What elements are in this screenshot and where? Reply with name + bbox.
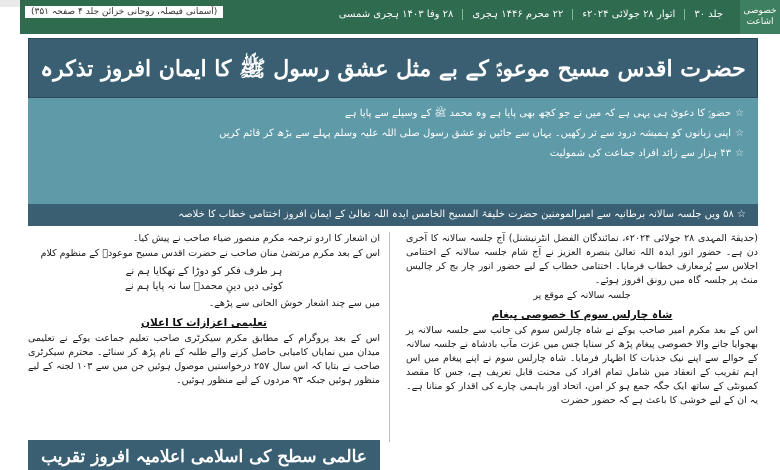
article-paragraph: (حدیقۃ المہدی ۲۸ جولائی ۲۰۲۴ء، نمائندگان الفضل انٹرنیشنل) آج جلسہ سالانہ کا آخری دن ہے۔ حضور انور ایدہ اللہ تعالیٰ بنصرہ العزیز نے آج شام جلسہ سالانہ کے اختتامی اجلاس سے پُرمعارف خطاب فرمایا۔ اختتامی خطاب کے لیے حضور انور چار بج کر چالیس منٹ پر جلسہ گاہ میں رونق افروز ہوئے۔ xyxy=(406,233,759,286)
poem-line: کوئی دیں دینِ محمدؐ سا نہ پایا ہم نے xyxy=(125,281,283,292)
summary-text: ۵۸ ویں جلسہ سالانہ برطانیہ سے امیرالمومنین حضرت خلیفۃ المسیح الخامس ایدہ اللہ تعالیٰ کے ایمان افروز اختتامی خطاب کا خلاصہ xyxy=(178,209,734,220)
summary-bar xyxy=(28,204,758,226)
masthead-reference: (آسمانی فیصلہ، روحانی خزائن جلد ۴ صفحہ ۳۵۱) xyxy=(25,6,223,18)
page-title: حضرت اقدس مسیح موعودؑ کے بے مثل عشق رسول ﷺ کا ایمان افروز تذکرہ xyxy=(40,56,746,82)
star-icon: ☆ xyxy=(735,128,744,139)
article-paragraph: جلسہ سالانہ کے موقع پر xyxy=(533,290,631,301)
article-paragraph: اس کے بعد مکرم امیر صاحب یوکے نے شاہ چارلس سوم کی جانب سے جلسہ سالانہ پر بھجوایا جانے والا خصوصی پیغام پڑھ کر سنایا جس میں عزت مآب بادشاہ نے جلسہ سالانہ کے حوالے سے اپنے نیک جذبات کا اظہار فرمایا۔ شاہ چارلس سوم نے اپنے پیغام میں اس اہم تقریب کے انعقاد میں شامل تمام افراد کی محنت قابل تعریف ہے، جس کا مقصد کمیونٹی کے ساتھ ایک جگہ جمع ہو کر امن، اتحاد اور باہمی چارے کی اقدار کو منانا ہے۔ یہ ان کے لیے خوشی کا باعث ہے کہ حضور حضرت xyxy=(406,325,758,406)
highlight-item xyxy=(42,104,744,124)
issue-date-shamsi: ۲۸ وفا ۱۴۰۳ ہجری شمسی xyxy=(338,9,454,20)
column-divider xyxy=(389,232,390,442)
highlight-text: اپنی زبانوں کو ہمیشہ درود سے تر رکھیں۔ یہاں سے جائیں تو عشق رسول صلی اللہ علیہ وسلم پہلے سے بڑھ کر قائم کریں xyxy=(219,128,732,139)
issue-volume: جلد ۳۰ xyxy=(684,9,732,20)
article-paragraph: اس کے بعد پروگرام کے مطابق مکرم سیکرٹری صاحب تعلیم جماعت یوکے نے تعلیمی میدان میں نمایاں کامیابی حاصل کرنے والے طلبہ کے نام پڑھ کر سنائے۔ محترم سیکرٹری صاحب نے بتایا کہ اس سال ۲۵۷ درخواستیں موصول ہوئیں جن میں سے ۱۰۳ لجنہ کے لیے منظور ہوئیں جبکہ ۹۳ مردوں کے لیے منظور ہوئیں۔ xyxy=(28,333,380,386)
poem-line: ہر طرف فکر کو دوڑا کے تھکایا ہم نے xyxy=(125,266,283,277)
star-icon: ☆ xyxy=(733,209,746,220)
article-paragraph: میں سے چند اشعار خوش الحانی سے پڑھے۔ xyxy=(208,298,380,309)
issue-date-gregorian: اتوار ۲۸ جولائی ۲۰۲۴ء xyxy=(572,9,684,20)
issue-meta xyxy=(330,9,732,20)
highlights-box xyxy=(28,98,758,204)
highlight-text: حضورؑ کا دعویٰ ہی یہی ہے کہ میں نے جو کچھ بھی پایا ہے وہ محمد ﷺ کے وسیلے سے پایا ہے xyxy=(344,108,732,119)
article-column-left xyxy=(28,232,380,388)
highlight-item xyxy=(42,144,744,164)
poem-verse xyxy=(28,264,380,294)
article-paragraph: اس کے بعد مکرم مرتضیٰ منان صاحب نے حضرت اقدس مسیح موعودؑ کے منظوم کلام xyxy=(40,248,380,259)
bottom-banner xyxy=(28,440,380,470)
issue-date-hijri: ۲۲ محرم ۱۴۴۶ ہجری xyxy=(462,9,572,20)
headline-banner xyxy=(28,38,758,98)
article-column-right xyxy=(406,232,758,408)
highlight-item xyxy=(42,124,744,144)
edition-badge: خصوصی اشاعت xyxy=(740,0,780,34)
star-icon: ☆ xyxy=(735,108,744,119)
bottom-heading: عالمی سطح کی اسلامی اعلامیہ افروز تقریب xyxy=(41,447,367,467)
star-icon: ☆ xyxy=(735,148,744,159)
article-paragraph: ان اشعار کا اردو ترجمہ مکرم منصور ضیاء صاحب نے پیش کیا۔ xyxy=(132,233,380,244)
highlight-text: ۴۳ ہزار سے زائد افراد جماعت کی شمولیت xyxy=(549,148,732,159)
section-heading-king-message: شاہ چارلس سوم کا خصوصی پیغام xyxy=(491,309,673,321)
section-heading-education-awards: تعلیمی اعزازات کا اعلان xyxy=(141,317,267,329)
masthead xyxy=(0,0,780,34)
